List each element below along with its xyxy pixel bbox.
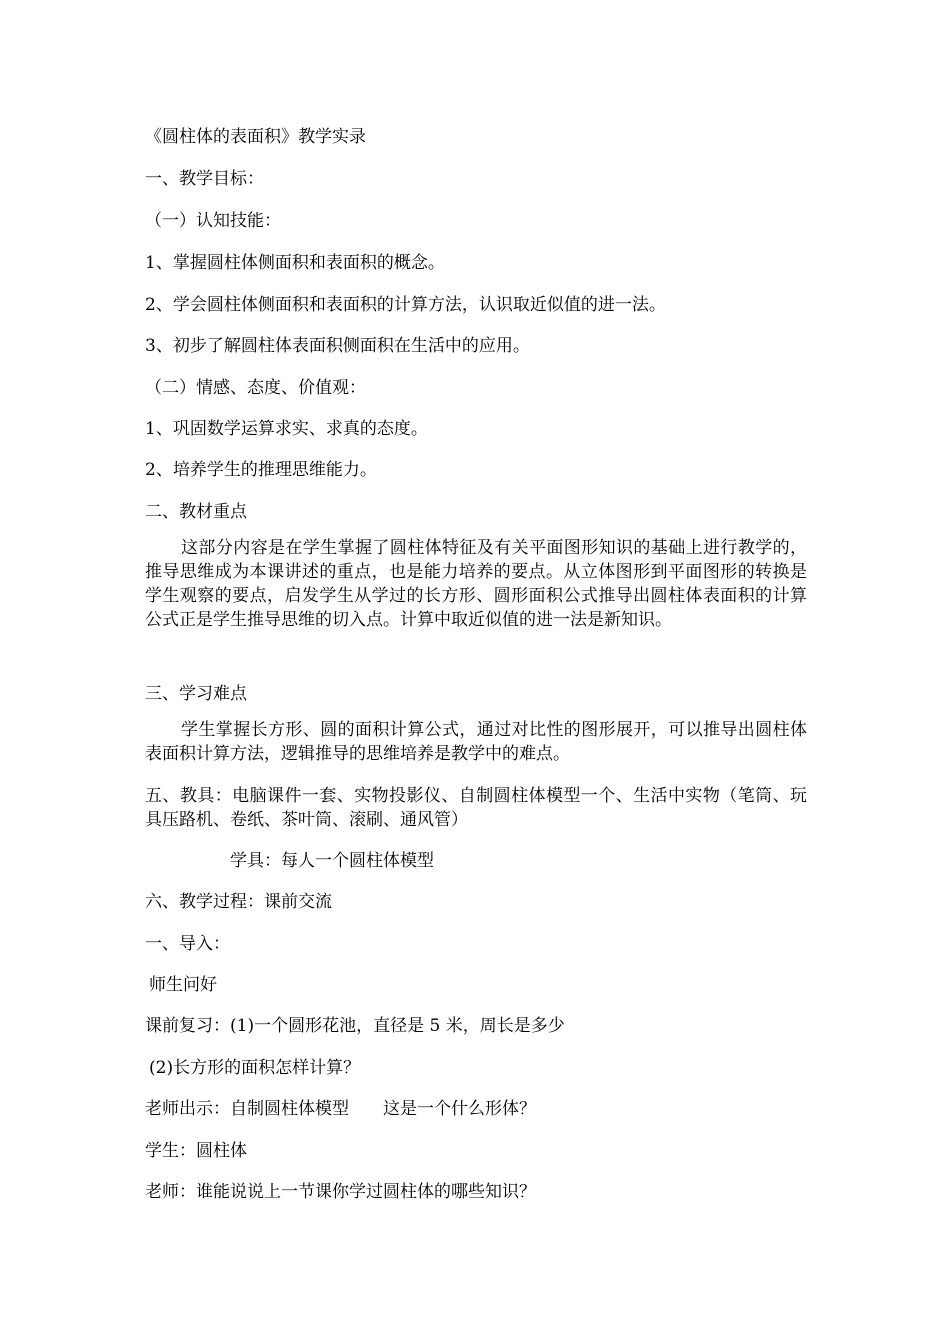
objective-item-2: 2、学会圆柱体侧面积和表面积的计算方法，认识取近似值的进一法。	[145, 295, 666, 315]
section-heading-difficulties: 三、学习难点	[145, 684, 247, 704]
subheading-emotion: （二）情感、态度、价值观：	[145, 378, 366, 398]
review-question-2: (2)长方形的面积怎样计算？	[149, 1058, 361, 1078]
section-heading-intro: 一、导入：	[145, 934, 230, 954]
objective-item-3: 3、初步了解圆柱体表面积侧面积在生活中的应用。	[145, 336, 530, 356]
greeting-line: 师生问好	[149, 975, 217, 995]
section-heading-objectives: 一、教学目标：	[145, 169, 264, 189]
review-question-1: 课前复习：(1)一个圆形花池，直径是 5 米，周长是多少	[145, 1016, 565, 1036]
teacher-show-line: 老师出示：自制圆柱体模型 这是一个什么形体？	[145, 1099, 536, 1119]
difficulties-paragraph: 学生掌握长方形、圆的面积计算公式，通过对比性的图形展开，可以推导出圆柱体表面积计算方法，逻辑推导的思维培养是教学中的难点。	[145, 720, 807, 764]
student-aids-line: 学具：每人一个圆柱体模型	[230, 851, 434, 871]
teacher-question-line: 老师：谁能说说上一节课你学过圆柱体的哪些知识？	[145, 1182, 536, 1202]
document-title: 《圆柱体的表面积》教学实录	[145, 127, 366, 147]
teaching-aids-paragraph: 五、教具：电脑课件一套、实物投影仪、自制圆柱体模型一个、生活中实物（笔筒、玩具压路机、卷纸、茶叶筒、滚刷、通风管）	[145, 786, 807, 830]
objective-item-4: 1、巩固数学运算求实、求真的态度。	[145, 419, 428, 439]
student-answer-line: 学生：圆柱体	[145, 1141, 247, 1161]
section-heading-key-points: 二、教材重点	[145, 502, 247, 522]
key-points-paragraph: 这部分内容是在学生掌握了圆柱体特征及有关平面图形知识的基础上进行教学的，推导思维成为本课讲述的重点，也是能力培养的要点。从立体图形到平面图形的转换是学生观察的要点，启发学生从学过的长方形、圆形面积公式推导出圆柱体表面积的计算公式正是学生推导思维的切入点。计算中取近似值的进一法是新知识。	[145, 538, 807, 630]
section-heading-process: 六、教学过程：课前交流	[145, 892, 332, 912]
subheading-cognitive: （一）认知技能：	[145, 211, 281, 231]
objective-item-1: 1、掌握圆柱体侧面积和表面积的概念。	[145, 253, 445, 273]
objective-item-5: 2、培养学生的推理思维能力。	[145, 460, 377, 480]
